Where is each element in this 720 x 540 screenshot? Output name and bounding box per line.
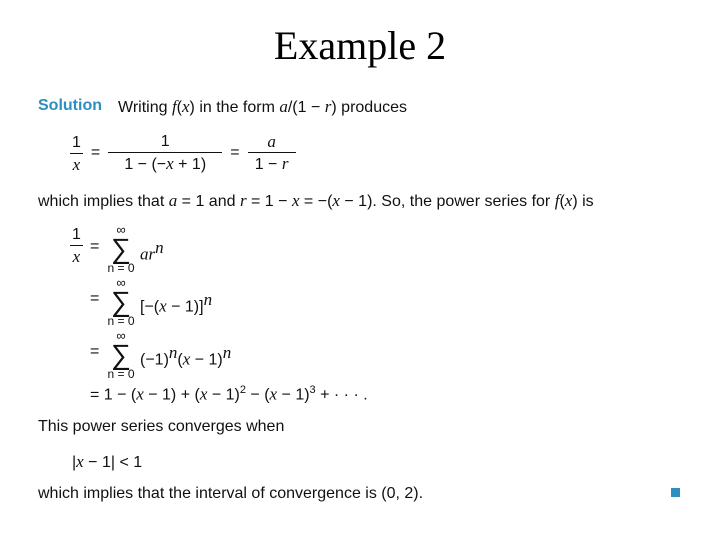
summation-1: ∞ ∑ n = 0: [107, 222, 135, 275]
fraction-a-over-1-minus-r: $\frac{a}{1 - r}$: [248, 132, 296, 174]
converges-text: This power series converges when: [38, 418, 285, 435]
series-term-2: $[-(x - 1)]^n$: [140, 290, 213, 316]
slide-title: Example 2: [273, 23, 447, 68]
summation-3: ∞ ∑ n = 0: [107, 328, 135, 381]
summation-2: ∞ ∑ n = 0: [107, 275, 135, 328]
series-term-3: $(-1)^n(x - 1)^n$: [140, 343, 232, 369]
inequality: |x − 1| < 1: [72, 452, 143, 471]
solution-label: Solution: [38, 97, 102, 114]
implies-line: which implies that a = 1 and r = 1 − x = −(x − 1). So, the power series for f(x) is: [38, 191, 594, 210]
intro-text: Writing f(x) in the form a/(1 − r) produces: [118, 97, 407, 116]
fraction-1-over-x: $\frac{1}{x}$: [72, 133, 81, 174]
equation-1: $\frac{1}{x}$ = $\frac{1}{1 - (-x + 1)}$ = $\frac{a}{1 - r}$: [68, 132, 298, 174]
interval-text: which implies that the interval of convergence is (0, 2).: [38, 485, 424, 502]
series-expansion: = $1 - (x - 1) + (x - 1)^2 - (x - 1)^3$ + · · · .: [90, 384, 368, 404]
fraction-middle: $\frac{1}{1 - (-x + 1)}$: [108, 132, 222, 174]
lhs-fraction: $\frac{1}{x}$: [72, 226, 81, 266]
series-term-1: $ar^n$: [140, 238, 164, 264]
end-of-proof-square-icon: [671, 488, 680, 497]
